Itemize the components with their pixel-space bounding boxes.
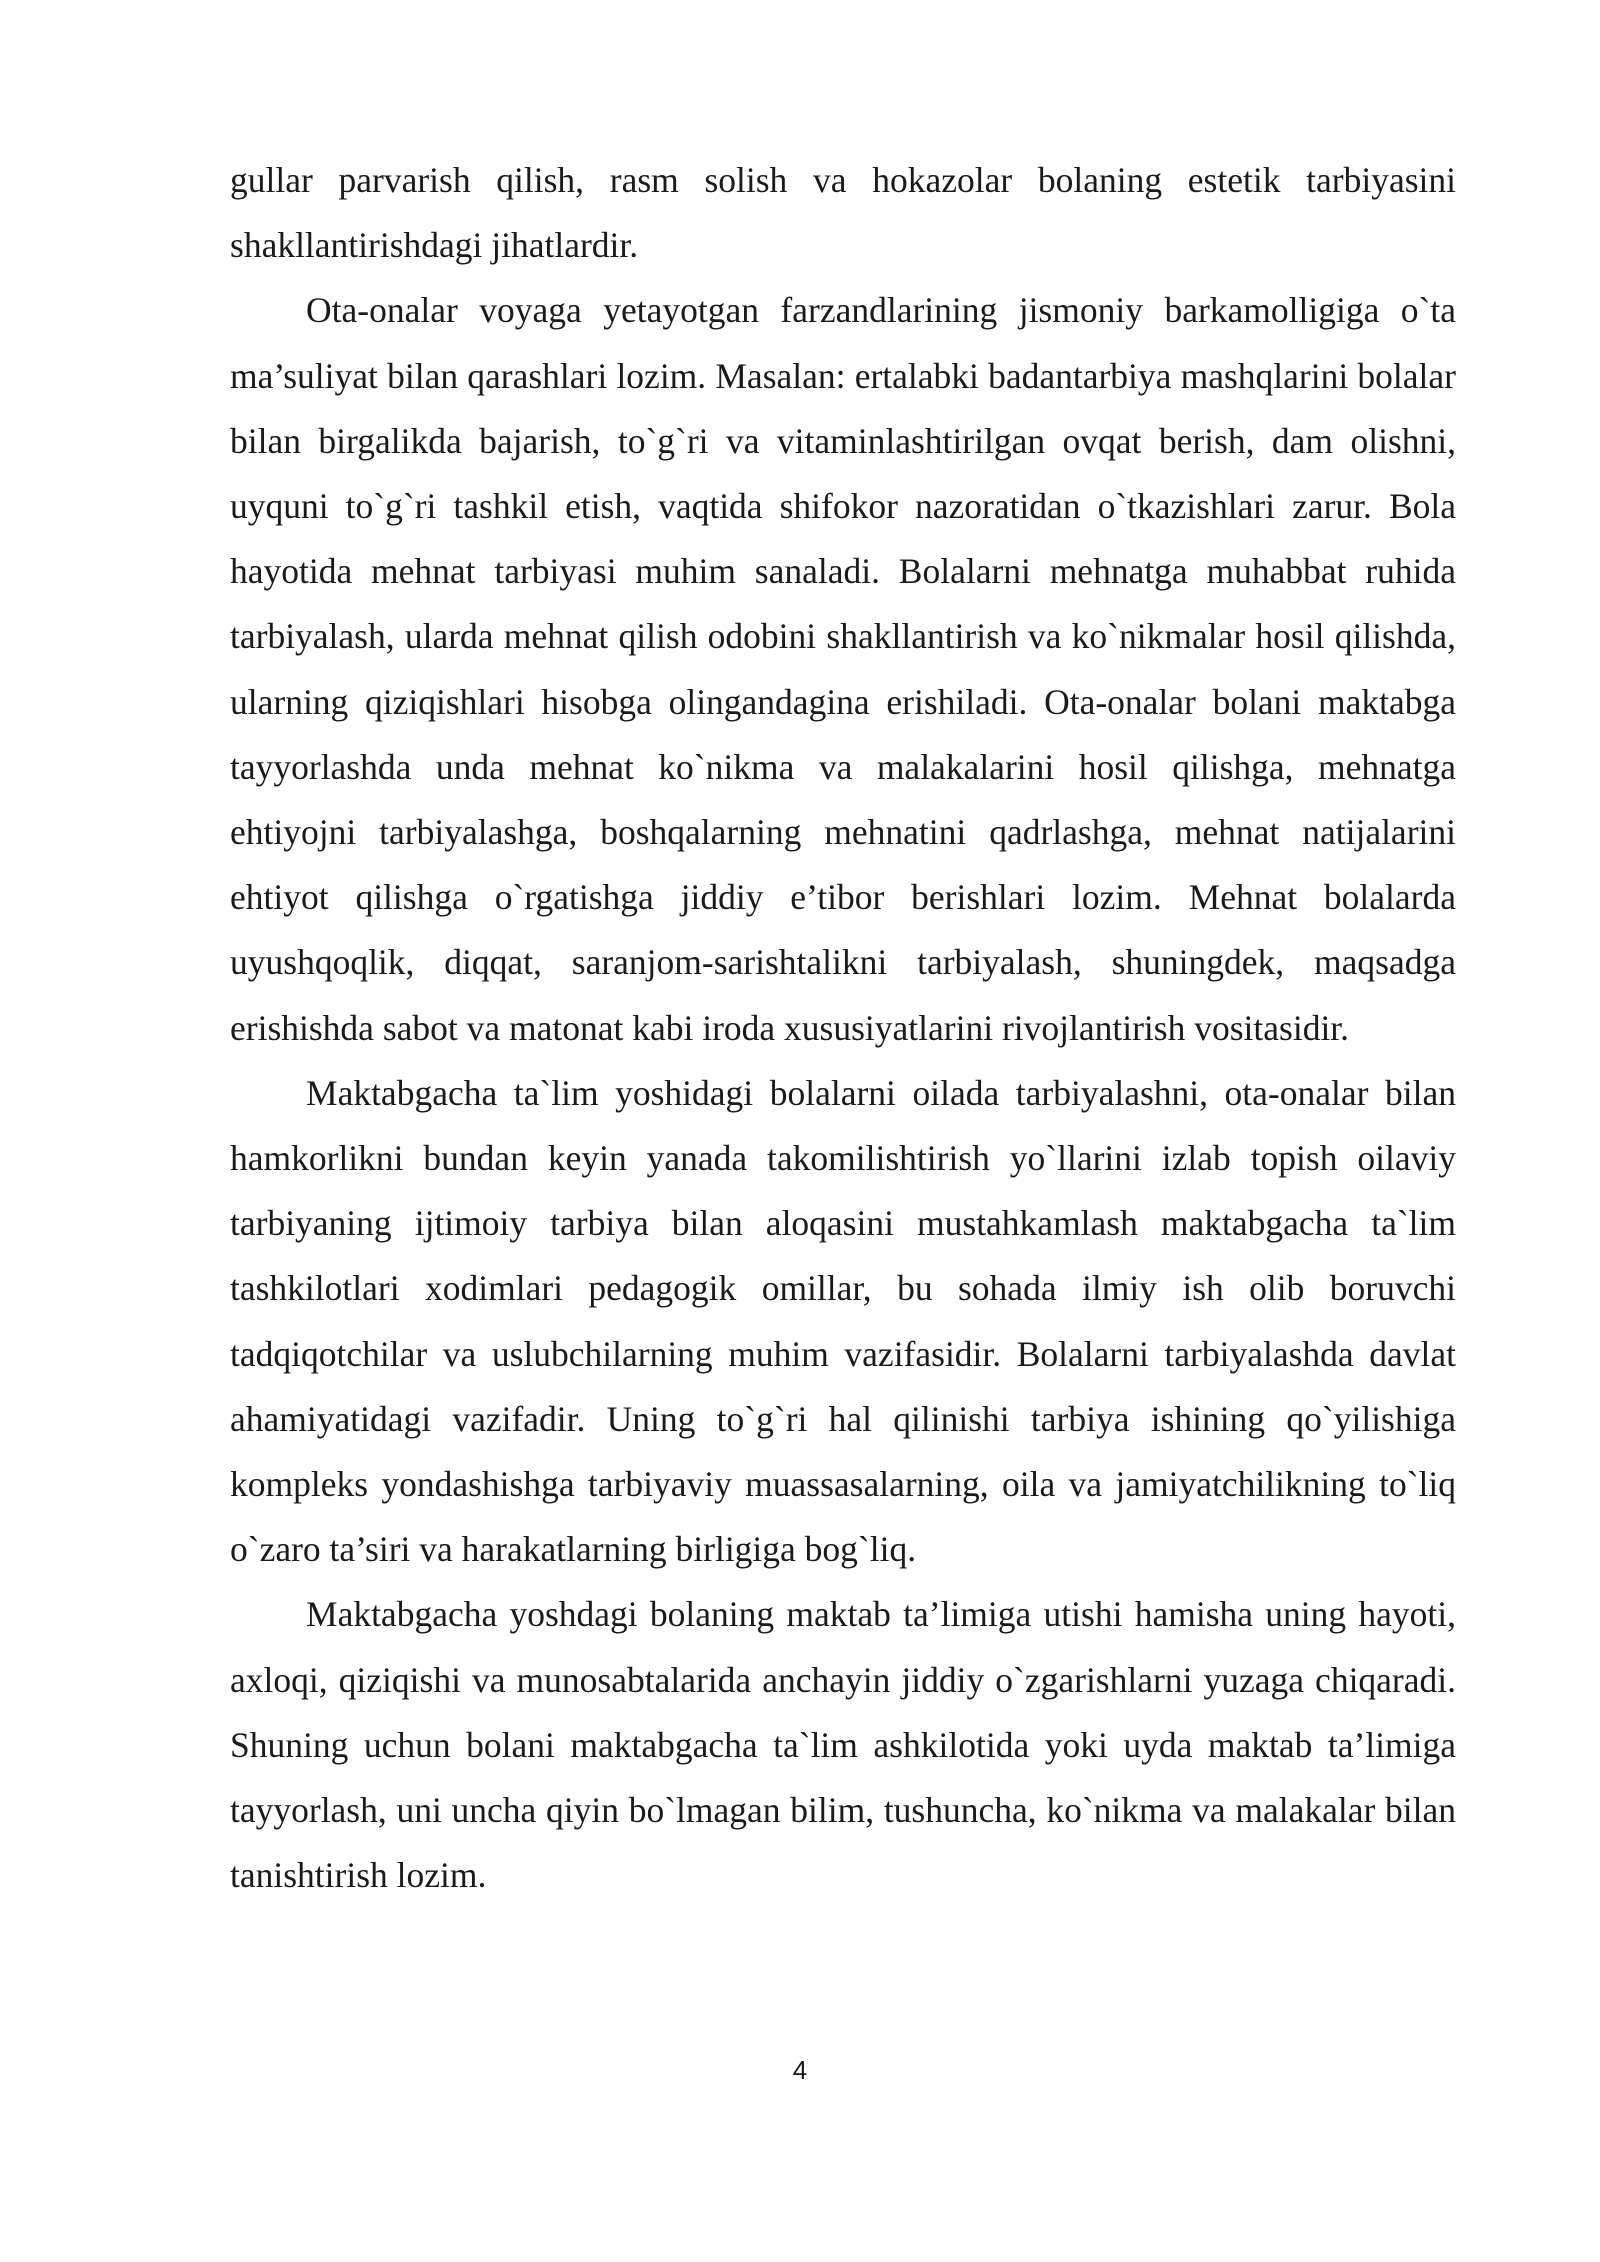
page-number: 4 [792,2055,808,2085]
document-body [230,148,1456,1908]
paragraph-physical-labor-education: Ota-onalar voyaga yetayotgan farzandlarining jismoniy barkamolligiga o`ta ma’suliyat bilan qarashlari lozim. Masalan: ertalabki badantarbiya mashqlarini bolalar bilan birgalikda bajarish, to`g`ri va vitaminlashtirilgan ovqat berish, dam olishni, uyquni to`g`ri tashkil etish, vaqtida shifokor nazoratidan o`tkazishlari zarur. Bola hayotida mehnat tarbiyasi muhim sanaladi. Bolalarni mehnatga muhabbat ruhida tarbiyalash, ularda mehnat qilish odobini shakllantirish va ko`nikmalar hosil qilishda, ularning qiziqishlari hisobga olingandagina erishiladi. Ota-onalar bolani maktabga tayyorlashda unda mehnat ko`nikma va malakalarini hosil qilishga, mehnatga ehtiyojni tarbiyalashga, boshqalarning mehnatini qadrlashga, mehnat natijalarini ehtiyot qilishga o`rgatishga jiddiy e’tibor berishlari lozim. Mehnat bolalarda uyushqoqlik, diqqat, saranjom-sarishtalikni tarbiyalash, shuningdek, maqsadga erishishda sabot va matonat kabi iroda xususiyatlarini rivojlantirish vositasidir. [230,290,1456,1048]
paragraph-school-preparation: Maktabgacha yoshdagi bolaning maktab ta’limiga utishi hamisha uning hayoti, axloqi, qiziqishi va munosabtalarida anchayin jiddiy o`zgarishlarni yuzaga chiqaradi. Shuning uchun bolani maktabgacha ta`lim ashkilotida yoki uyda maktab ta’limiga tayyorlash, uni uncha qiyin bo`lmagan bilim, tushuncha, ko`nikma va malakalar bilan tanishtirish lozim. [230,1594,1456,1896]
paragraph-family-cooperation: Maktabgacha ta`lim yoshidagi bolalarni oilada tarbiyalashni, ota-onalar bilan hamkorlikni bundan keyin yanada takomilishtirish yo`llarini izlab topish oilaviy tarbiyaning ijtimoiy tarbiya bilan aloqasini mustahkamlash maktabgacha ta`lim tashkilotlari xodimlari pedagogik omillar, bu sohada ilmiy ish olib boruvchi tadqiqotchilar va uslubchilarning muhim vazifasidir. Bolalarni tarbiyalashda davlat ahamiyatidagi vazifadir. Uning to`g`ri hal qilinishi tarbiya ishining qo`yilishiga kompleks yondashishga tarbiyaviy muassasalarning, oila va jamiyatchilikning to`liq o`zaro ta’siri va harakatlarning birligiga bog`liq. [230,1072,1456,1570]
paragraph-continuation: gullar parvarish qilish, rasm solish va hokazolar bolaning estetik tarbiyasini shakllantirishdagi jihatlardir. [230,160,1456,266]
